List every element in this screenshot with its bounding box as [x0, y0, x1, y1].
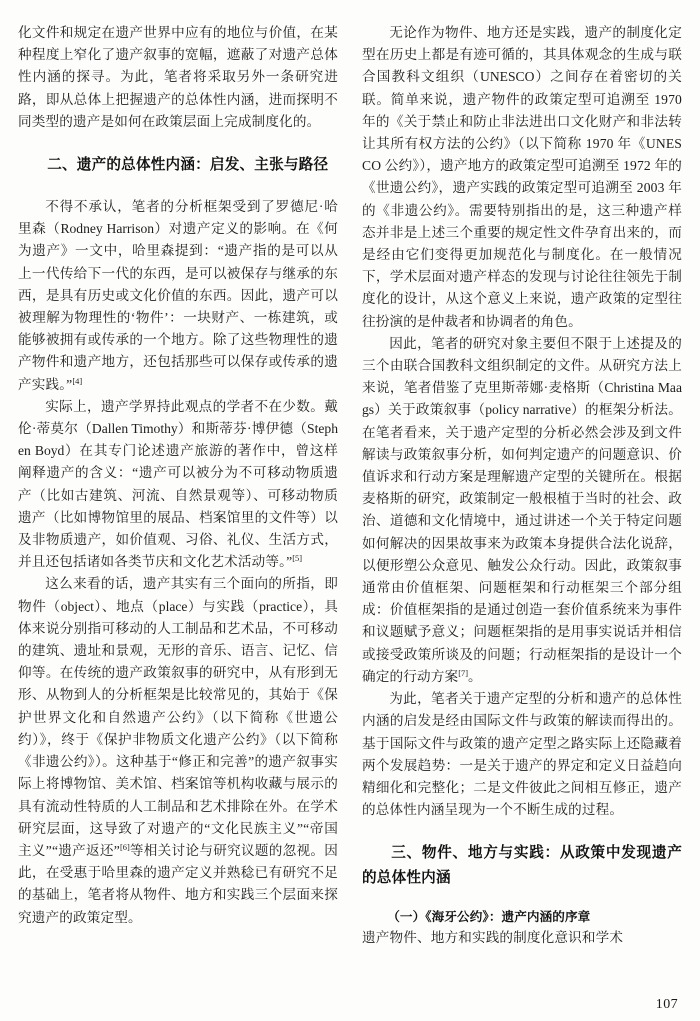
section-heading-two: 二、遗产的总体性内涵：启发、主张与路径	[47, 157, 329, 174]
latin-run: Stephen Boyd	[18, 421, 338, 459]
paragraph-p6: 因此，笔者的研究对象主要但不限于上述提及的三个由联合国教科文组织制定的文件。从研究方法上来说，笔者借鉴了克里斯蒂娜·麦格斯（Christina Maags）关于政策叙事（policy narrative）的框架分析法。在笔者看来，关于遗产定型的分析必然会涉及到文件解读与政策叙事分析，如何判定遗产的问题意识、价值诉求和行动方案是理解遗产定型的关键所在。根据麦格斯的研究，政策制定一般根植于当时的社会、政治、道德和文化情境中，通过讲述一个关于特定问题如何解决的因果故事来为政策本身提供合法化说辞，以便形塑公众意见、触发公众行动。因此，政策叙事通常由价值框架、问题框架和行动框架三个部分组成：价值框架指的是通过创造一套价值系统来为事件和议题赋予意义；问题框架指的是用事实说话并相信或接受政策所谈及的问题；行动框架指的是设计一个确定的行动方案[7]。	[362, 335, 682, 684]
latin-run: Rodney Harrison	[60, 221, 155, 237]
spacer	[18, 178, 338, 196]
paragraph-p1: 化文件和规定在遗产世界中应有的地位与价值，在某种程度上窄化了遗产叙事的宽幅，遮蔽了对遗产总体性内涵的探寻。为此，笔者将采取另外一条研究进路，即从总体上把握遗产的总体性内涵，进而探明不同类型的遗产是如何在政策层面上完成制度化的。	[18, 25, 338, 129]
footnote-reference[interactable]: [4]	[72, 376, 83, 386]
paragraph-p5: 无论作为物件、地方还是实践，遗产的制度化定型在历史上都是有迹可循的，其具体观念的生成与联合国教科文组织（UNESCO）之间存在着密切的关联。简单来说，遗产物件的政策定型可追溯至 1970 年的《关于禁止和防止非法进出口文化财产和非法转让其所有权方法的公约》（以下简称 1970 年《UNESCO 公约》），遗产地方的政策定型可追溯至 1972 年的《世遗公约》，遗产实践的政策定型可追溯至 2003 年的《非遗公约》。需要特别指出的是，这三种遗产样态并非是上述三个重要的规定性文件孕育出来的，而是经由它们变得更加规范化与制度化。在一般情况下，学术层面对遗产样态的发现与讨论往往领先于制度化的设计，从这个意义上来说，遗产政策的定型往往扮演的是仲裁者和协调者的角色。	[362, 25, 682, 329]
paragraph-p7: 为此，笔者关于遗产定型的分析和遗产的总体性内涵的启发是经由国际文件与政策的解读而得出的。基于国际文件与政策的遗产定型之路实际上还隐藏着两个发展趋势：一是关于遗产的界定和定义日益趋向精细化和完整化；二是文件彼此之间相互修正，遗产的总体性内涵呈现为一个不断生成的过程。	[362, 691, 682, 818]
spacer	[362, 821, 682, 841]
latin-run: Christina Maags	[362, 380, 682, 418]
footnote-reference[interactable]: [6]	[120, 842, 130, 852]
spacer	[362, 891, 682, 907]
spacer	[18, 133, 338, 153]
section-heading-three: 三、物件、地方与实践：从政策中发现遗产的总体性内涵	[362, 845, 682, 887]
latin-run: Dallen Timothy	[91, 421, 178, 437]
two-column-layout	[18, 22, 682, 982]
footnote-reference[interactable]: [7]	[458, 668, 468, 678]
footnote-reference[interactable]: [5]	[292, 554, 303, 564]
paragraph-p2: 不得不承认，笔者的分析框架受到了罗德尼·哈里森（Rodney Harrison）对遗产定义的影响。在《何为遗产》一文中，哈里森提到：“遗产指的是可以从上一代传给下一代的东西，是可以被保存与继承的东西，是具有历史或文化价值的东西。因此，遗产可以被理解为物理性的‘物件’：一块财产、一栋建筑，或能够被拥有或传承的一个地方。除了这些物理性的遗产物件和遗产地方，还包括那些可以保存或传承的遗产实践。”[4]	[18, 199, 338, 392]
latin-run: UNESCO	[480, 69, 535, 85]
paragraph-p3: 实际上，遗产学界持此观点的学者不在少数。戴伦·蒂莫尔（Dallen Timothy）和斯蒂芬·博伊德（Stephen Boyd）在其专门论述遗产旅游的著作中，曾这样阐释遗产的含义：“遗产可以被分为不可移动物质遗产（比如古建筑、河流、自然景观等）、可移动物质遗产（比如博物馆里的展品、档案馆里的文件等）以及非物质遗产，如价值观、习俗、礼仪、生活方式，并且还包括诸如各类节庆和文化艺术活动等。”[5]	[18, 398, 339, 570]
right-column	[362, 22, 682, 982]
latin-run: practice	[259, 598, 303, 614]
latin-run: place	[158, 598, 188, 614]
subsection-heading-one: （一）《海牙公约》：遗产内涵的序章	[387, 910, 591, 925]
latin-run: policy narrative	[485, 402, 572, 418]
paragraph-p4: 这么来看的话，遗产其实有三个面向的所指，即物件（object）、地点（place）与实践（practice），具体来说分别指可移动的人工制品和艺术品，不可移动的建筑、遗址和景观，无形的音乐、语言、记忆、信仰等。在传统的遗产政策叙事的研究中，从有形到无形、从物到人的分析框架是比较常见的，其始于《保护世界文化和自然遗产公约》（以下简称《世遗公约）》，终于《保护非物质文化遗产公约》（以下简称《非遗公约》）。这种基于“修正和完善”的遗产叙事实际上将博物馆、美术馆、档案馆等机构收藏与展示的具有流动性特质的人工制品和艺术排除在外。在学术研究层面，这导致了对遗产的“文化民族主义”“帝国主义”“遗产返还”[6]等相关讨论与研究议题的忽视。因此，在受惠于哈里森的遗产定义并熟稔已有研究不足的基础上，笔者将从物件、地方和实践三个层面来探究遗产的政策定型。	[18, 576, 339, 925]
left-column	[18, 22, 338, 982]
paragraph-p8: 遗产物件、地方和实践的制度化意识和学术	[362, 930, 624, 946]
page-number: 107	[655, 997, 678, 1012]
latin-run: object	[60, 598, 94, 614]
